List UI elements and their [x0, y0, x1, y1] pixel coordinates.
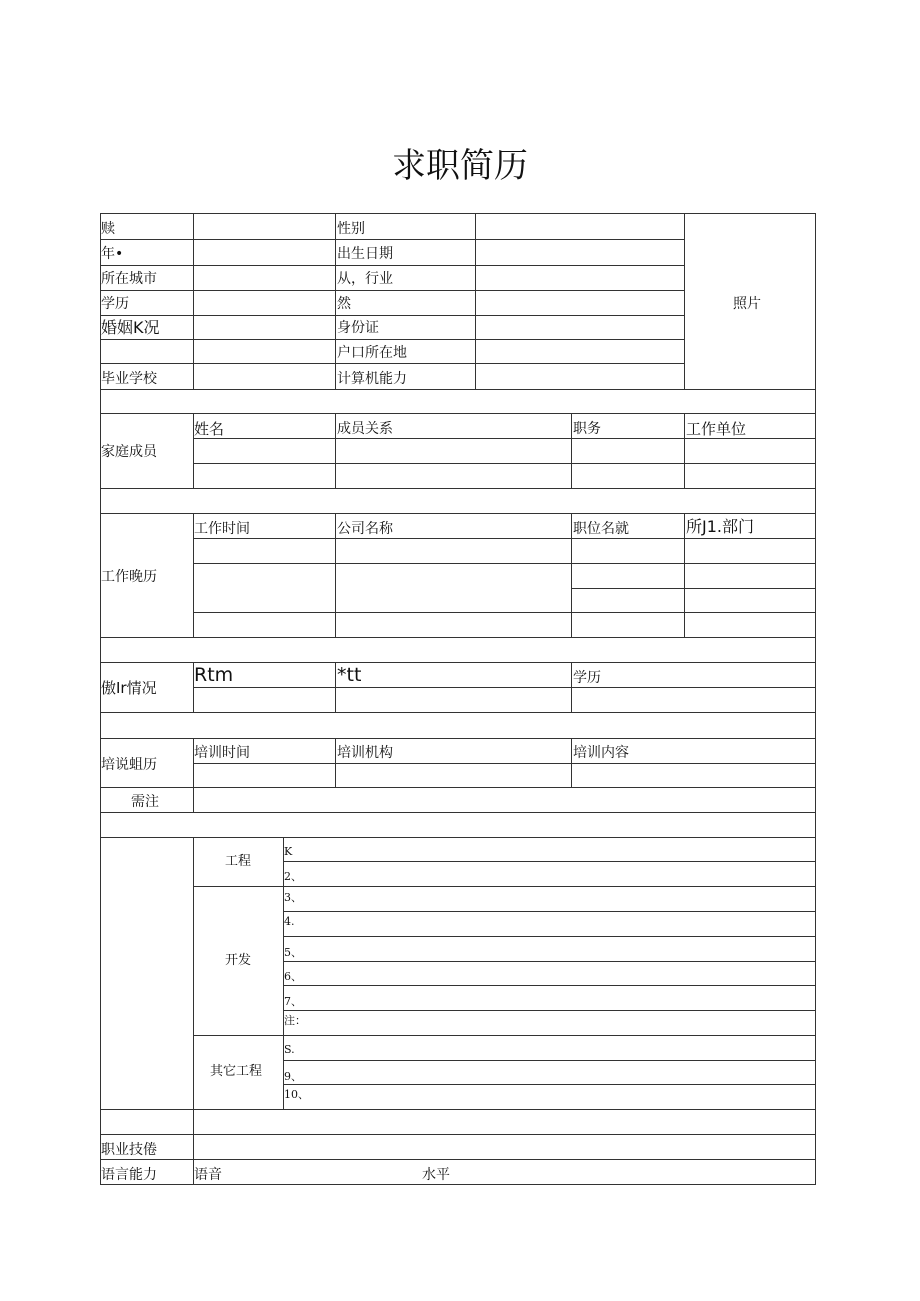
- work-header-company: 公司名称: [337, 521, 393, 537]
- project-item: 4.: [284, 915, 295, 928]
- row-divider: [101, 488, 816, 489]
- project-group-other: 其它工程: [210, 1064, 263, 1079]
- work-header-time: 工作时间: [194, 521, 250, 537]
- project-item: 注：: [284, 1014, 306, 1027]
- col-divider: [193, 214, 194, 389]
- row-divider: [101, 389, 816, 390]
- row-divider: [101, 787, 816, 788]
- col-divider: [684, 214, 685, 389]
- row-divider: [283, 961, 816, 962]
- row-divider: [571, 588, 816, 589]
- col-divider: [475, 214, 476, 389]
- section-work: 工作晚历: [101, 569, 157, 585]
- row-divider: [283, 1084, 816, 1085]
- row-divider: [193, 563, 816, 564]
- row-divider: [101, 239, 684, 240]
- row-divider: [193, 612, 816, 613]
- project-item: S.: [284, 1043, 295, 1056]
- project-item: K: [284, 845, 293, 858]
- row-divider: [101, 662, 816, 663]
- section-training: 培说蛆历: [101, 757, 157, 773]
- row-divider: [193, 886, 816, 887]
- label-gender: 性别: [337, 221, 365, 237]
- row-divider: [101, 1134, 816, 1135]
- training-header-institution: 培训机构: [337, 745, 393, 761]
- project-group-development: 开发: [225, 953, 252, 968]
- project-item: 2、: [284, 870, 302, 883]
- col-divider: [571, 662, 572, 712]
- row-divider: [193, 438, 816, 439]
- project-item: 6、: [284, 970, 302, 983]
- project-item: 7、: [284, 995, 302, 1008]
- row-divider: [283, 911, 816, 912]
- project-group-engineering: 工程: [225, 854, 252, 869]
- col-divider: [684, 513, 685, 637]
- page-title: 求职简历: [392, 146, 528, 186]
- photo-placeholder: 照片: [733, 296, 761, 312]
- col-divider: [571, 413, 572, 488]
- label-computer: 计算机能力: [337, 371, 407, 387]
- col-divider: [335, 738, 336, 787]
- row-divider: [101, 1109, 816, 1110]
- label-age: 年•: [101, 246, 124, 262]
- col-divider: [571, 513, 572, 637]
- row-divider: [283, 1010, 816, 1011]
- col-divider: [571, 738, 572, 787]
- family-header-employer: 工作单位: [686, 420, 747, 438]
- row-divider: [101, 637, 816, 638]
- row-divider: [101, 738, 816, 739]
- language-level: 水平: [422, 1167, 450, 1183]
- row-divider: [193, 687, 816, 688]
- label-remark: 需注: [131, 794, 159, 810]
- row-divider: [193, 463, 816, 464]
- row-divider: [101, 837, 816, 838]
- project-item: 10、: [284, 1088, 309, 1101]
- training-header-time: 培训时间: [194, 745, 250, 761]
- label-school: 毕业学校: [101, 371, 157, 387]
- row-divider: [101, 363, 684, 364]
- col-divider: [335, 214, 336, 389]
- project-item: 9、: [284, 1070, 302, 1083]
- col-divider: [335, 413, 336, 488]
- family-header-name: 姓名: [194, 420, 225, 438]
- label-skills: 职业技倦: [101, 1142, 157, 1158]
- edu-header-school: *tt: [337, 664, 362, 686]
- label-degree: 学历: [101, 296, 129, 312]
- row-divider: [193, 538, 816, 539]
- work-header-department: 所J1.部门: [686, 517, 754, 536]
- row-divider: [101, 513, 816, 514]
- row-divider: [283, 985, 816, 986]
- section-family: 家庭成员: [101, 444, 157, 460]
- col-divider: [193, 837, 194, 1109]
- edu-header-degree: 学历: [573, 670, 601, 686]
- work-header-title: 职位名就: [573, 521, 629, 537]
- row-divider: [193, 1035, 816, 1036]
- label-hukou: 户口所在地: [337, 345, 407, 361]
- row-divider: [101, 315, 684, 316]
- label-id-card: 身份证: [337, 320, 379, 336]
- label-language: 语言能力: [101, 1167, 157, 1183]
- label-name: 赎: [101, 221, 115, 237]
- section-education: 傲Ir情况: [101, 679, 157, 697]
- col-divider: [335, 513, 336, 637]
- col-divider: [335, 662, 336, 712]
- label-industry: 从，行业: [337, 271, 393, 287]
- row-divider: [101, 290, 684, 291]
- row-divider: [101, 413, 816, 414]
- language-pronunciation: 语音: [194, 1167, 222, 1183]
- label-city: 所在城市: [101, 271, 157, 287]
- row-divider: [101, 339, 684, 340]
- row-divider: [283, 1060, 816, 1061]
- row-divider: [101, 1159, 816, 1160]
- row-divider: [101, 265, 684, 266]
- row-divider: [101, 812, 816, 813]
- row-divider: [283, 861, 816, 862]
- resume-form: [100, 213, 816, 1185]
- row-divider: [193, 763, 816, 764]
- label-ethnicity: 然: [337, 296, 351, 312]
- training-header-content: 培训内容: [573, 745, 629, 761]
- label-birthdate: 出生日期: [337, 246, 393, 262]
- col-divider: [684, 413, 685, 488]
- project-item: 3、: [284, 891, 302, 904]
- edu-header-time: Rtm: [194, 664, 234, 686]
- project-item: 5、: [284, 946, 302, 959]
- row-divider: [101, 712, 816, 713]
- row-divider: [283, 936, 816, 937]
- label-marital: 婚姻K况: [101, 318, 160, 337]
- family-header-position: 职务: [573, 421, 601, 437]
- family-header-relation: 成员关系: [337, 421, 393, 437]
